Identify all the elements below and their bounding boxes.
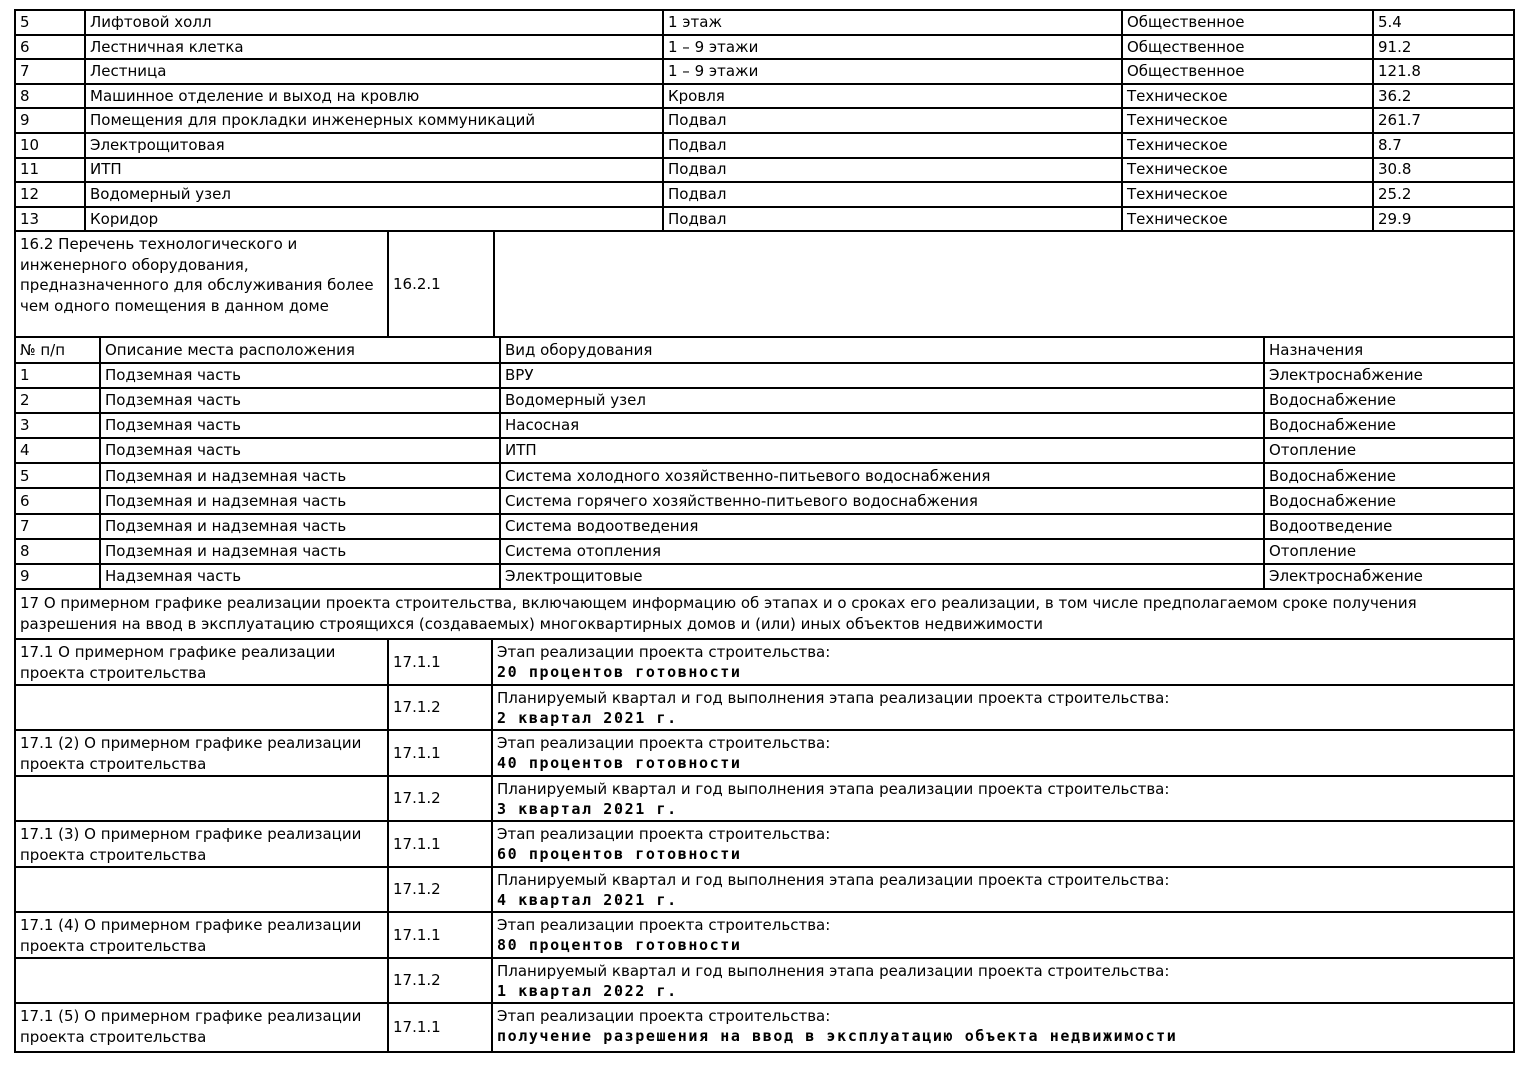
schedule-row: [15, 730, 1514, 776]
room-purpose: Техническое: [1122, 182, 1373, 207]
room-purpose: Техническое: [1122, 108, 1373, 133]
room-number: 10: [15, 133, 85, 158]
equipment-kind: ИТП: [500, 438, 1264, 463]
schedule-row: [15, 958, 1514, 1003]
schedule-label: [15, 958, 388, 1003]
room-purpose: Общественное: [1122, 10, 1373, 35]
schedule-code: 17.1.2: [388, 685, 492, 730]
room-row: [15, 84, 1514, 109]
schedule-prompt: Этап реализации проекта строительства:: [497, 734, 831, 753]
room-area: 121.8: [1373, 59, 1514, 84]
schedule-code: 17.1.1: [388, 639, 492, 685]
section-16-2-label: 16.2 Перечень технологического и инженерного оборудования, предназначенного для обслуживания более чем одного помещения в данном доме: [15, 231, 388, 337]
equipment-purpose: Водоснабжение: [1264, 488, 1514, 513]
equipment-row: [15, 539, 1514, 564]
room-name: Лестница: [85, 59, 663, 84]
schedule-row: [15, 685, 1514, 730]
room-purpose: Техническое: [1122, 133, 1373, 158]
equipment-purpose: Электроснабжение: [1264, 363, 1514, 388]
equipment-location: Подземная и надземная часть: [100, 488, 500, 513]
equipment-location: Подземная часть: [100, 413, 500, 438]
equipment-purpose: Водоснабжение: [1264, 413, 1514, 438]
room-name: Электрощитовая: [85, 133, 663, 158]
schedule-value: получение разрешения на ввод в эксплуатацию объекта недвижимости: [497, 1027, 1178, 1046]
schedule-label: [15, 776, 388, 821]
schedule-label: 17.1 (5) О примерном графике реализации проекта строительства: [15, 1003, 388, 1052]
schedule-row: [15, 821, 1514, 867]
room-floor: 1 – 9 этажи: [663, 35, 1122, 60]
equipment-kind: ВРУ: [500, 363, 1264, 388]
room-area: 5.4: [1373, 10, 1514, 35]
schedule-code: 17.1.2: [388, 958, 492, 1003]
equipment-location: Подземная часть: [100, 438, 500, 463]
equipment-purpose: Водоснабжение: [1264, 463, 1514, 488]
equipment-header-location: Описание места расположения: [100, 337, 500, 362]
schedule-content: [492, 776, 1514, 821]
equipment-purpose: Водоснабжение: [1264, 388, 1514, 413]
schedule-label: 17.1 О примерном графике реализации проекта строительства: [15, 639, 388, 685]
schedule-code: 17.1.1: [388, 1003, 492, 1052]
room-floor: Подвал: [663, 207, 1122, 232]
room-area: 8.7: [1373, 133, 1514, 158]
schedule-value: 2 квартал 2021 г.: [497, 709, 678, 728]
room-row: [15, 10, 1514, 35]
equipment-header-row: [15, 337, 1514, 362]
equipment-row: [15, 413, 1514, 438]
schedule-prompt: Планируемый квартал и год выполнения этапа реализации проекта строительства:: [497, 871, 1170, 890]
schedule-content: [492, 867, 1514, 912]
schedule-code: 17.1.1: [388, 821, 492, 867]
schedule-row: [15, 639, 1514, 685]
schedule-content: [492, 685, 1514, 730]
schedule-row: [15, 776, 1514, 821]
schedule-content: [492, 1003, 1514, 1052]
equipment-num: 8: [15, 539, 100, 564]
room-name: ИТП: [85, 158, 663, 183]
schedule-code: 17.1.1: [388, 730, 492, 776]
equipment-row: [15, 488, 1514, 513]
rooms-table: [14, 9, 1515, 232]
section-16-2-value: [494, 231, 1514, 337]
schedule-table: [14, 638, 1515, 1053]
schedule-label: [15, 867, 388, 912]
equipment-row: [15, 514, 1514, 539]
equipment-location: Подземная и надземная часть: [100, 539, 500, 564]
room-name: Лифтовой холл: [85, 10, 663, 35]
room-floor: Подвал: [663, 108, 1122, 133]
schedule-code: 17.1.2: [388, 867, 492, 912]
room-number: 6: [15, 35, 85, 60]
schedule-prompt: Этап реализации проекта строительства:: [497, 916, 831, 935]
equipment-num: 2: [15, 388, 100, 413]
equipment-location: Подземная и надземная часть: [100, 463, 500, 488]
room-floor: Подвал: [663, 182, 1122, 207]
equipment-num: 9: [15, 564, 100, 589]
equipment-location: Подземная часть: [100, 363, 500, 388]
room-row: [15, 133, 1514, 158]
schedule-value: 80 процентов готовности: [497, 936, 742, 955]
schedule-content: [492, 730, 1514, 776]
room-number: 9: [15, 108, 85, 133]
room-row: [15, 59, 1514, 84]
room-row: [15, 35, 1514, 60]
schedule-value: 20 процентов готовности: [497, 663, 742, 682]
schedule-label: [15, 685, 388, 730]
room-floor: Кровля: [663, 84, 1122, 109]
schedule-value: 40 процентов готовности: [497, 754, 742, 773]
room-purpose: Общественное: [1122, 59, 1373, 84]
room-name: Лестничная клетка: [85, 35, 663, 60]
room-row: [15, 108, 1514, 133]
room-purpose: Общественное: [1122, 35, 1373, 60]
equipment-num: 1: [15, 363, 100, 388]
equipment-purpose: Водоотведение: [1264, 514, 1514, 539]
section-17-heading-table: [14, 588, 1515, 640]
equipment-row: [15, 564, 1514, 589]
schedule-prompt: Планируемый квартал и год выполнения этапа реализации проекта строительства:: [497, 689, 1170, 708]
room-number: 5: [15, 10, 85, 35]
equipment-header-purpose: Назначения: [1264, 337, 1514, 362]
room-number: 7: [15, 59, 85, 84]
equipment-row: [15, 388, 1514, 413]
room-purpose: Техническое: [1122, 84, 1373, 109]
section-17-heading: 17 О примерном графике реализации проекта строительства, включающем информацию об этапах и о сроках его реализации, в том числе предполагаемом сроке получения разрешения на ввод в эксплуатацию строящихся (создаваемых) многоквартирных домов и (или) иных объектов недвижимости: [15, 589, 1514, 639]
section-16-2-row: [14, 230, 1515, 338]
section-16-2-code: 16.2.1: [388, 231, 494, 337]
equipment-kind: Система горячего хозяйственно-питьевого водоснабжения: [500, 488, 1264, 513]
schedule-prompt: Планируемый квартал и год выполнения этапа реализации проекта строительства:: [497, 780, 1170, 799]
room-row: [15, 207, 1514, 232]
equipment-location: Подземная и надземная часть: [100, 514, 500, 539]
room-floor: Подвал: [663, 158, 1122, 183]
section-17-heading-row: [15, 589, 1514, 639]
equipment-kind: Электрощитовые: [500, 564, 1264, 589]
room-number: 8: [15, 84, 85, 109]
room-area: 91.2: [1373, 35, 1514, 60]
room-floor: 1 этаж: [663, 10, 1122, 35]
equipment-kind: Система холодного хозяйственно-питьевого водоснабжения: [500, 463, 1264, 488]
equipment-row: [15, 463, 1514, 488]
room-area: 30.8: [1373, 158, 1514, 183]
schedule-content: [492, 958, 1514, 1003]
section-16-2: [15, 231, 1514, 337]
room-number: 12: [15, 182, 85, 207]
equipment-kind: Насосная: [500, 413, 1264, 438]
room-floor: 1 – 9 этажи: [663, 59, 1122, 84]
equipment-row: [15, 363, 1514, 388]
schedule-content: [492, 639, 1514, 685]
equipment-kind: Система отопления: [500, 539, 1264, 564]
room-area: 29.9: [1373, 207, 1514, 232]
equipment-header-kind: Вид оборудования: [500, 337, 1264, 362]
room-area: 261.7: [1373, 108, 1514, 133]
schedule-value: 60 процентов готовности: [497, 845, 742, 864]
schedule-code: 17.1.2: [388, 776, 492, 821]
room-name: Машинное отделение и выход на кровлю: [85, 84, 663, 109]
equipment-purpose: Отопление: [1264, 539, 1514, 564]
equipment-num: 4: [15, 438, 100, 463]
room-area: 36.2: [1373, 84, 1514, 109]
room-name: Коридор: [85, 207, 663, 232]
schedule-code: 17.1.1: [388, 912, 492, 958]
room-number: 11: [15, 158, 85, 183]
schedule-row: [15, 1003, 1514, 1052]
equipment-table: [14, 336, 1515, 590]
equipment-num: 6: [15, 488, 100, 513]
equipment-kind: Система водоотведения: [500, 514, 1264, 539]
room-area: 25.2: [1373, 182, 1514, 207]
equipment-num: 3: [15, 413, 100, 438]
equipment-row: [15, 438, 1514, 463]
equipment-num: 7: [15, 514, 100, 539]
schedule-prompt: Планируемый квартал и год выполнения этапа реализации проекта строительства:: [497, 962, 1170, 981]
room-purpose: Техническое: [1122, 207, 1373, 232]
room-number: 13: [15, 207, 85, 232]
equipment-purpose: Электроснабжение: [1264, 564, 1514, 589]
schedule-content: [492, 912, 1514, 958]
equipment-kind: Водомерный узел: [500, 388, 1264, 413]
equipment-location: Надземная часть: [100, 564, 500, 589]
equipment-purpose: Отопление: [1264, 438, 1514, 463]
room-name: Водомерный узел: [85, 182, 663, 207]
equipment-num: 5: [15, 463, 100, 488]
schedule-row: [15, 867, 1514, 912]
schedule-row: [15, 912, 1514, 958]
schedule-label: 17.1 (3) О примерном графике реализации проекта строительства: [15, 821, 388, 867]
schedule-label: 17.1 (2) О примерном графике реализации проекта строительства: [15, 730, 388, 776]
equipment-header-num: № п/п: [15, 337, 100, 362]
room-floor: Подвал: [663, 133, 1122, 158]
schedule-content: [492, 821, 1514, 867]
schedule-value: 1 квартал 2022 г.: [497, 982, 678, 1001]
room-purpose: Техническое: [1122, 158, 1373, 183]
project-declaration-document: [14, 9, 1515, 1053]
schedule-value: 4 квартал 2021 г.: [497, 891, 678, 910]
equipment-location: Подземная часть: [100, 388, 500, 413]
room-name: Помещения для прокладки инженерных коммуникаций: [85, 108, 663, 133]
schedule-prompt: Этап реализации проекта строительства:: [497, 643, 831, 662]
schedule-value: 3 квартал 2021 г.: [497, 800, 678, 819]
schedule-prompt: Этап реализации проекта строительства:: [497, 825, 831, 844]
room-row: [15, 158, 1514, 183]
schedule-label: 17.1 (4) О примерном графике реализации проекта строительства: [15, 912, 388, 958]
room-row: [15, 182, 1514, 207]
schedule-prompt: Этап реализации проекта строительства:: [497, 1007, 831, 1026]
